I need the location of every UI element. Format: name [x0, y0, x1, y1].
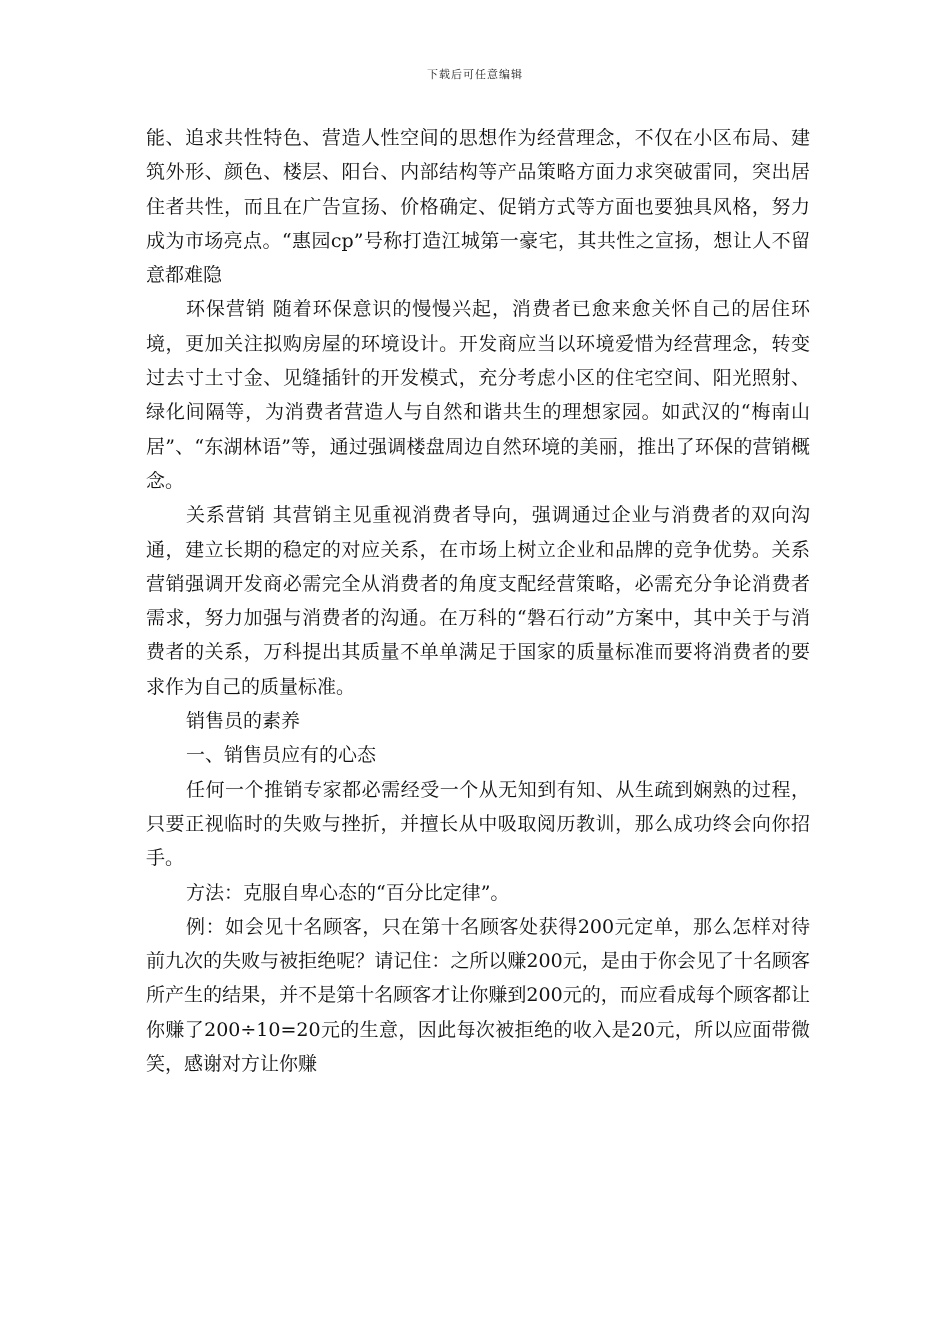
paragraph-environmental-marketing: 环保营销 随着环保意识的慢慢兴起，消费者已愈来愈关怀自己的居住环境，更加关注拟购房屋的环境设计。开发商应当以环境爱惜为经营理念，转变过去寸土寸金、见缝插针的开发模式，充分考虑小区的住宅空间、阳光照射、绿化间隔等，为消费者营造人与自然和谐共生的理想家园。如武汉的“梅南山居”、“东湖林语”等，通过强调楼盘周边自然环境的美丽，推出了环保的营销概念。: [146, 298, 810, 492]
paragraph-product-strategy: 能、追求共性特色、营造人性空间的思想作为经营理念，不仅在小区布局、建筑外形、颜色、楼层、阳台、内部结构等产品策略方面力求突破雷同，突出居住者共性，而且在广告宣扬、价格确定、促销方式等方面也要独具风格，努力成为市场亮点。“惠园cp”号称打造江城第一豪宅，其共性之宣扬，想让人不留意都难隐: [146, 127, 810, 287]
document-body: [146, 121, 810, 1081]
paragraph-relationship-marketing: 关系营销 其营销主见重视消费者导向，强调通过企业与消费者的双向沟通，建立长期的稳定的对应关系，在市场上树立企业和品牌的竞争优势。关系营销强调开发商必需完全从消费者的角度支配经营策略，必需充分争论消费者需求，努力加强与消费者的沟通。在万科的“磐石行动”方案中，其中关于与消费者的关系，万科提出其质量不单单满足于国家的质量标准而要将消费者的要求作为自己的质量标准。: [146, 504, 810, 698]
header-note: 下载后可任意编辑: [427, 68, 523, 81]
section-heading-salesperson-quality: 销售员的素养: [186, 710, 301, 733]
paragraph-success-process: 任何一个推销专家都必需经受一个从无知到有知、从生疏到娴熟的过程，只要正视临时的失败与挫折，并擅长从中吸取阅历教训，那么成功终会向你招手。: [146, 778, 810, 870]
paragraph-method: 方法：克服自卑心态的“百分比定律”。: [186, 881, 510, 904]
paragraph-example: 例：如会见十名顾客，只在第十名顾客处获得200元定单，那么怎样对待前九次的失败与被拒绝呢？请记住：之所以赚200元，是由于你会见了十名顾客所产生的结果，并不是第十名顾客才让你赚到200元的，而应看成每个顾客都让你赚了200÷10=20元的生意，因此每次被拒绝的收入是20元，所以应面带微笑，感谢对方让你赚: [146, 915, 810, 1076]
subheading-salesperson-mindset: 一、销售员应有的心态: [186, 744, 377, 767]
